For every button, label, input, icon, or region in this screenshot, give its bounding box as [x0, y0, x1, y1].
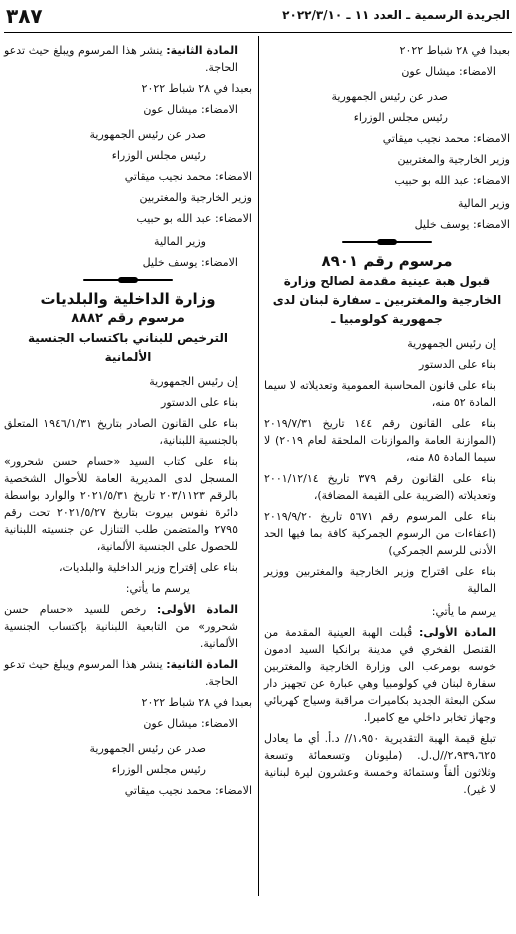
gazette-title: الجريدة الرسمية ـ العدد ١١ ـ ٢٠٢٢/٣/١٠	[282, 8, 510, 22]
finance-minister-title: وزير المالية	[458, 197, 510, 210]
article-text: قُبلت الهبة العينية المقدمة من القنصل الفخري في مدينة برانكيا السيد ادمون خوسه بومرعب الى وزارة الخارجية والمغتربين سفارة لبنان في كولومبيا وهي عبارة عن تجهيز دار سكن البعثة الجديد بكاميرات مراقبة وسياج كهربائي وجهاز تخابر داخلي مع كاميرا.	[264, 626, 496, 724]
signature-prime-minister: الامضاء: محمد نجيب ميقاتي	[124, 784, 252, 797]
page-number: ٣٨٧	[6, 4, 43, 28]
decree-formula: يرسم ما يأتي:	[431, 605, 496, 618]
signing-place-date: بعبدا في ٢٨ شباط ٢٠٢٢	[141, 696, 252, 709]
prime-minister-title: رئيس مجلس الوزراء	[111, 763, 206, 776]
article-text: رخص للسيد «حسام حسن شحرور» من التابعية اللبنانية بإكتساب الجنسية الألمانية.	[4, 603, 238, 650]
signature-finance-minister: الامضاء: يوسف خليل	[142, 256, 238, 269]
ministry-heading: وزارة الداخلية والبلديات	[40, 290, 216, 308]
article-label: المادة الثانية:	[166, 658, 238, 671]
header-rule	[4, 32, 512, 33]
preamble-clause: بناء على المرسوم رقم ٥٦٧١ تاريخ ٢٠١٩/٩/٢٠ (اعفاءات من الرسوم الجمركية كافة بما فيها الحد الأدنى للرسم الجمركي)	[264, 510, 497, 557]
preamble-constitution: بناء على الدستور	[161, 396, 238, 409]
prime-minister-title: رئيس مجلس الوزراء	[353, 111, 448, 124]
right-column	[264, 42, 510, 802]
article-one	[4, 601, 252, 652]
signing-place-date: بعبدا في ٢٨ شباط ٢٠٢٢	[399, 44, 510, 57]
signature-president: الامضاء: ميشال عون	[143, 717, 238, 730]
signature-prime-minister: الامضاء: محمد نجيب ميقاتي	[124, 170, 252, 183]
signature-prime-minister: الامضاء: محمد نجيب ميقاتي	[382, 132, 510, 145]
issued-by: صدر عن رئيس الجمهورية	[331, 90, 448, 103]
decree-formula: يرسم ما يأتي:	[125, 582, 190, 595]
signature-foreign-minister: الامضاء: عبد الله بو حبيب	[394, 174, 510, 187]
left-column	[4, 42, 252, 803]
prime-minister-title: رئيس مجلس الوزراء	[111, 149, 206, 162]
preamble-clause: بناء على القانون رقم ٣٧٩ تاريخ ٢٠٠١/١٢/١٤ وتعديلاته (الضريبة على القيمة المضافة)،	[264, 472, 496, 502]
preamble-clause: بناء على قانون المحاسبة العمومية وتعديلاته لا سيما المادة ٥٢ منه،	[264, 379, 496, 409]
signature-finance-minister: الامضاء: يوسف خليل	[414, 218, 510, 231]
preamble-constitution: بناء على الدستور	[419, 358, 496, 371]
preamble-clause: بناء على القانون الصادر بتاريخ ١٩٤٦/١/٣١ المتعلق بالجنسية اللبنانية،	[4, 417, 238, 447]
decree-subject: الترخيص للبناني باكتساب الجنسية الألمانية	[27, 331, 228, 364]
decree-subject: قبول هبة عينية مقدمة لصالح وزارة الخارجية والمغتربين ـ سفارة لبنان لدى جمهورية كولومبيا ـ	[272, 274, 502, 326]
article-text: ينشر هذا المرسوم ويبلغ حيث تدعو الحاجة.	[4, 44, 238, 74]
foreign-minister-title: وزير الخارجية والمغتربين	[397, 153, 510, 166]
finance-minister-title: وزير المالية	[154, 235, 206, 248]
article-label: المادة الأولى:	[418, 626, 496, 639]
article-label: المادة الثانية:	[166, 44, 238, 57]
preamble-clause: بناء على إقتراح وزير الداخلية والبلديات،	[58, 561, 238, 574]
article-two	[4, 42, 252, 76]
article-one	[264, 624, 510, 726]
preamble-clause: بناء على اقتراح وزير الخارجية والمغتربين ووزير المالية	[264, 565, 496, 595]
section-separator	[264, 237, 510, 247]
foreign-minister-title: وزير الخارجية والمغتربين	[139, 191, 252, 204]
signature-president: الامضاء: ميشال عون	[401, 65, 496, 78]
preamble-clause: بناء على القانون رقم ١٤٤ تاريخ ٢٠١٩/٧/٣١ (الموازنة العامة والموازنات الملحقة لعام ٢٠١٩) لا سيما المادة ٨٥ منه،	[264, 417, 496, 464]
decree-title: مرسوم رقم ٨٩٠١	[321, 252, 453, 270]
preamble-president: إن رئيس الجمهورية	[149, 375, 238, 388]
column-divider	[258, 36, 259, 896]
issued-by: صدر عن رئيس الجمهورية	[89, 128, 206, 141]
section-separator	[4, 275, 252, 285]
preamble-president: إن رئيس الجمهورية	[407, 337, 496, 350]
article-text: ينشر هذا المرسوم ويبلغ حيث تدعو الحاجة.	[4, 658, 238, 688]
article-two	[4, 656, 252, 690]
signature-president: الامضاء: ميشال عون	[143, 103, 238, 116]
article-label: المادة الأولى:	[156, 603, 238, 616]
donation-value: تبلغ قيمة الهبة التقديرية ١،٩٥٠// د.أ. أي ما يعادل ٢،٩٣٩،٦٢٥//ل.ل. (مليونان وتسعمائة وتسعة وثلاثون ألفاً وستمائة وخمسة وعشرون ليرة لبنانية لا غير).	[264, 732, 496, 796]
issued-by: صدر عن رئيس الجمهورية	[89, 742, 206, 755]
signing-place-date: بعبدا في ٢٨ شباط ٢٠٢٢	[141, 82, 252, 95]
decree-title: مرسوم رقم ٨٨٨٢	[71, 311, 185, 326]
signature-foreign-minister: الامضاء: عبد الله بو حبيب	[136, 212, 252, 225]
page-header	[0, 0, 516, 34]
preamble-clause: بناء على كتاب السيد «حسام حسن شحرور» المسجل لدى المديرية العامة للأحوال الشخصية بالرقم ٢٠٣/١١٢٣ تاريخ ٢٠٢١/٥/٣١ والوارد بواسطة دائرة نفوس بيروت بتاريخ ٢٠٢١/٥/٢٧ تحت رقم ٢٧٩٥ والمتضمن طلب التنازل عن جنسيته اللبنانية للحصول على الجنسية الألمانية،	[4, 455, 238, 553]
